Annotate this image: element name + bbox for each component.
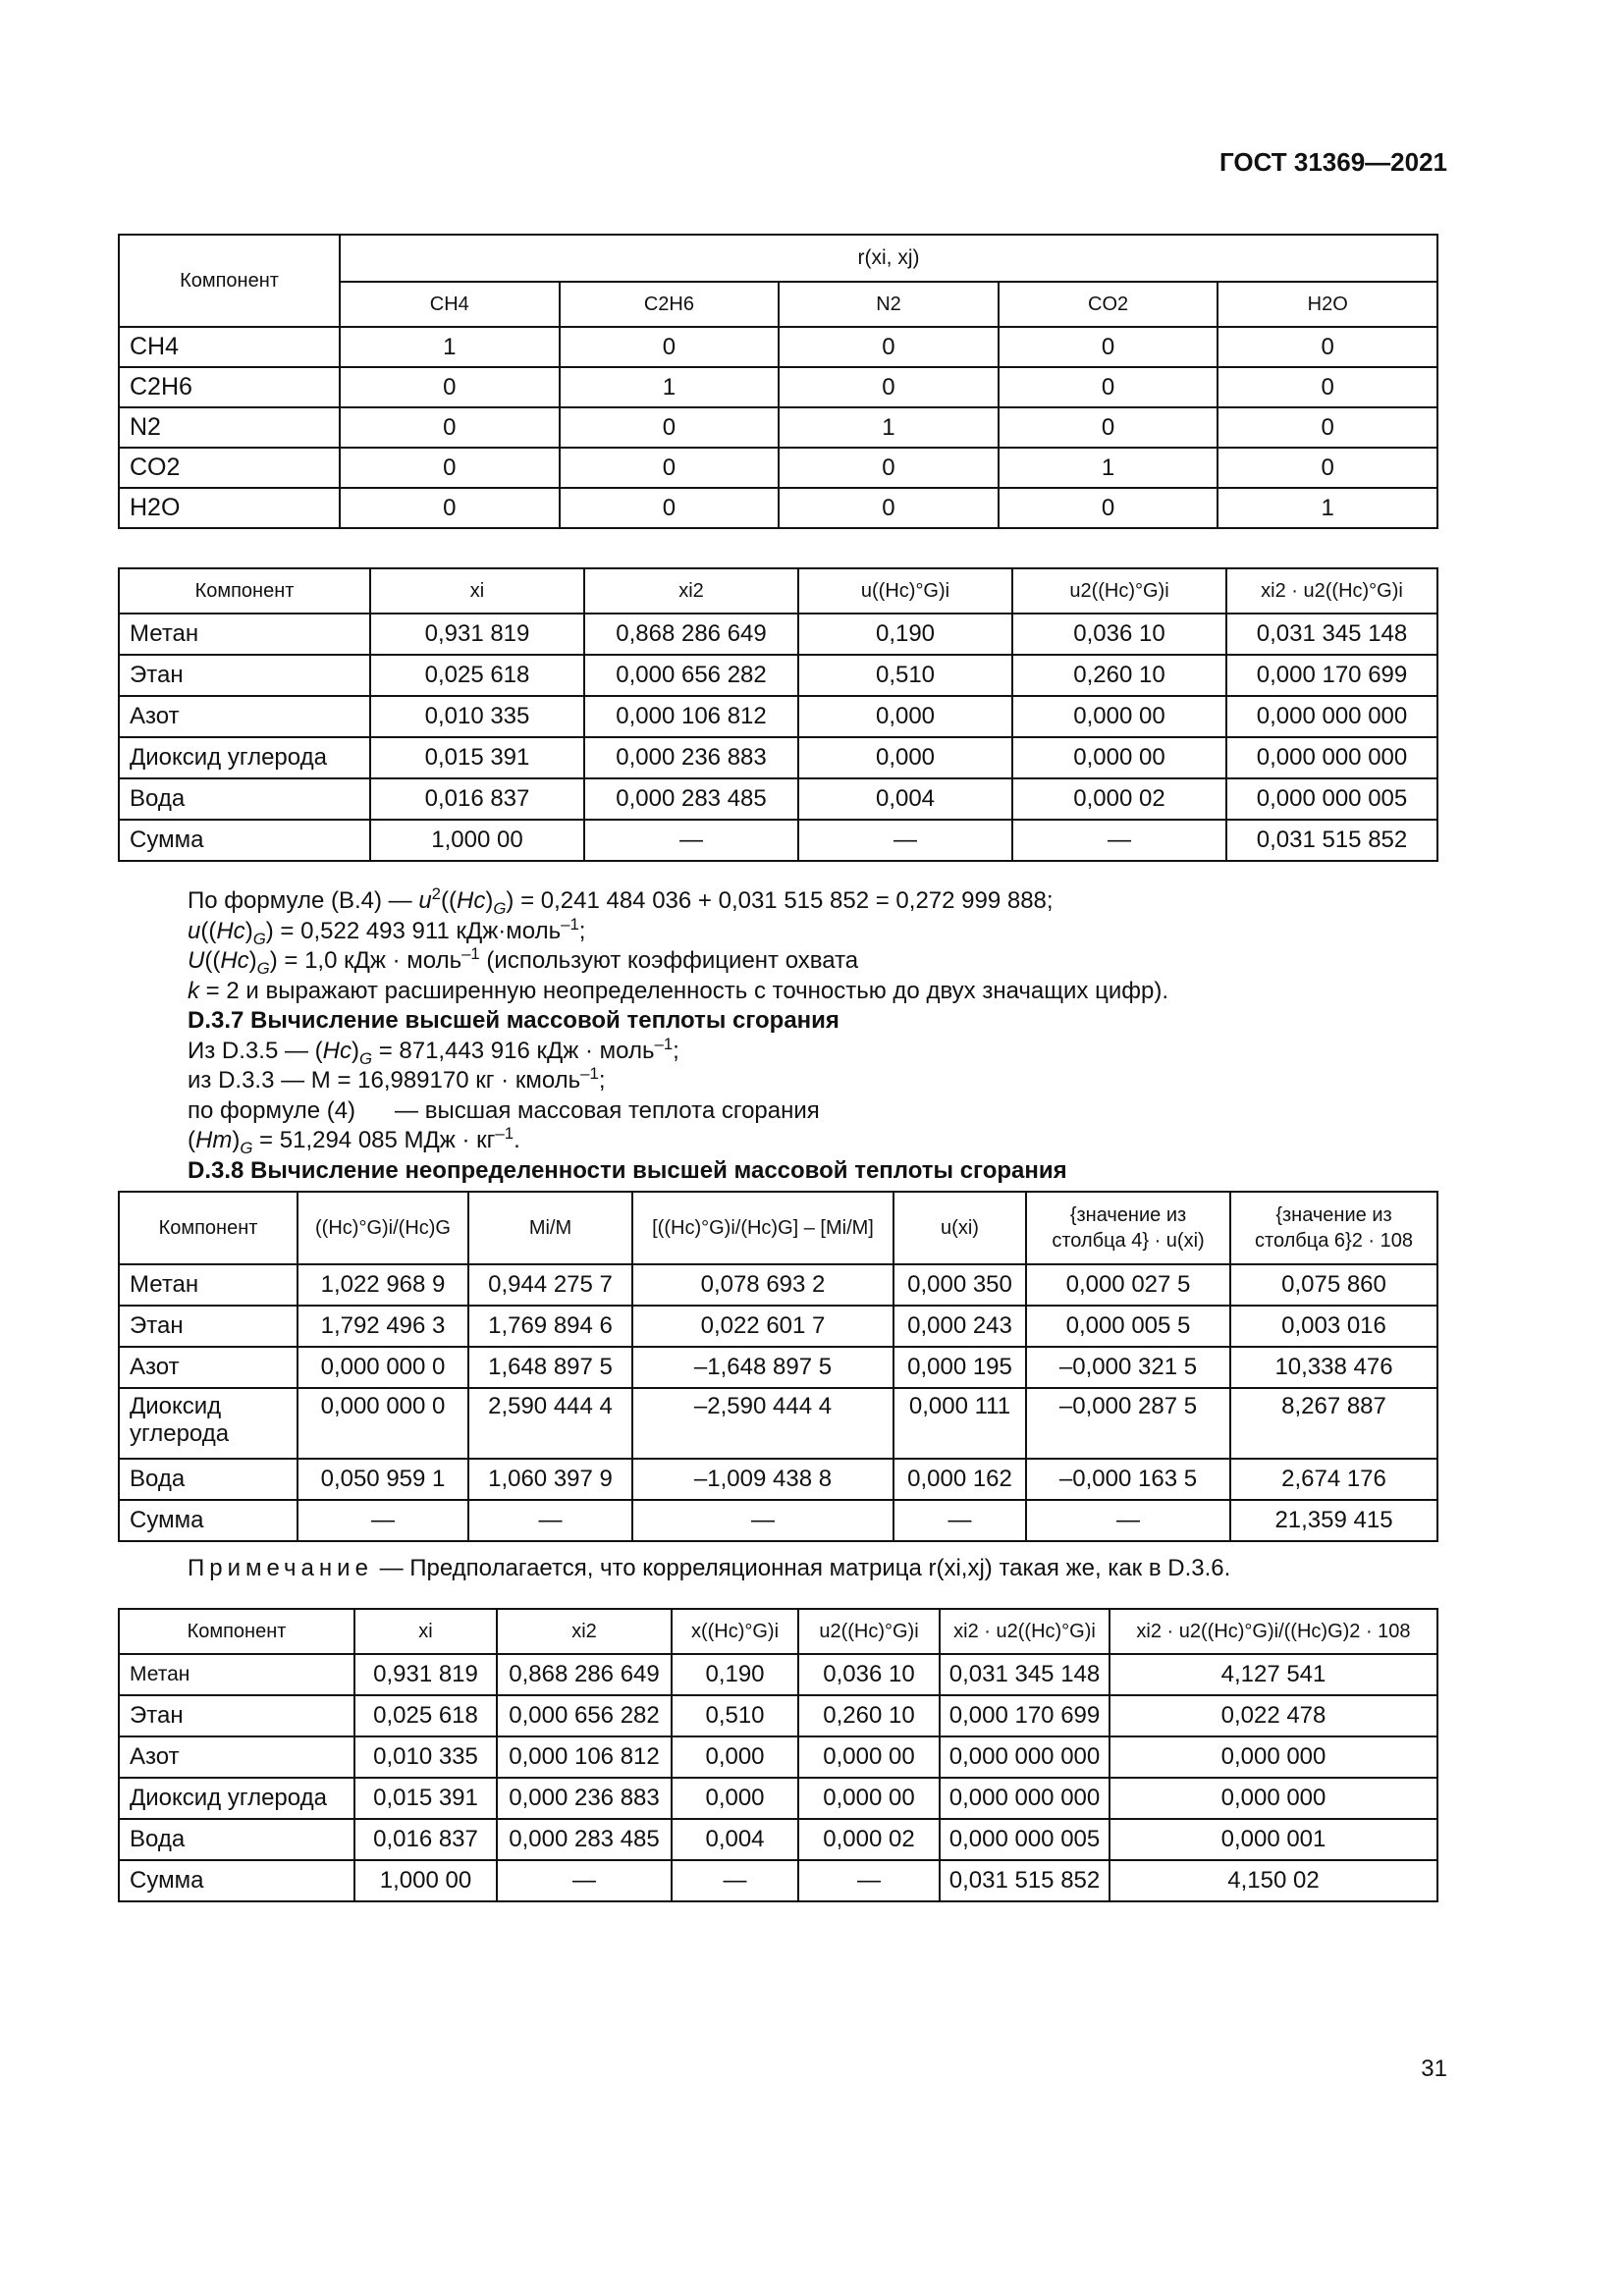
- row-label: Диоксид углерода: [119, 1388, 298, 1459]
- table-cell: 0,000 000 0: [298, 1388, 468, 1459]
- table-cell: 1,648 897 5: [468, 1347, 632, 1388]
- formula-line: $(Hm)_G = 51,294$ 085 МДж · $кг^{-1}$.: [188, 1124, 520, 1157]
- table-cell: –0,000 163 5: [1026, 1459, 1230, 1500]
- text-fragment: из D.3.3 — М = 16,989170 кг · кмоль: [188, 1067, 581, 1094]
- table-row: [119, 820, 1437, 861]
- table-row: [119, 367, 1437, 407]
- text-fragment: –1: [561, 914, 579, 934]
- table-cell: 0,078 693 2: [632, 1264, 893, 1306]
- table-cell: 0,000 236 883: [584, 737, 798, 778]
- table-cell: 0,000: [798, 737, 1012, 778]
- table-cell: 0,015 391: [370, 737, 584, 778]
- table-cell: 0,031 515 852: [1226, 820, 1437, 861]
- table-cell: 0: [999, 367, 1218, 407]
- table-cell: —: [798, 820, 1012, 861]
- table-cell: 1,022 968 9: [298, 1264, 468, 1306]
- text-fragment: = 871,443 916 кДж · моль: [372, 1037, 655, 1064]
- text-fragment: = 1,0 кДж · моль: [277, 947, 462, 974]
- column-header-ch4: CH4: [340, 282, 560, 327]
- table-cell: 0,000 000 005: [940, 1819, 1110, 1860]
- table-cell: 0: [560, 448, 780, 488]
- table-cell: 0,190: [798, 614, 1012, 655]
- table-cell: 0,000 162: [893, 1459, 1026, 1500]
- table-cell: 0,022 478: [1110, 1695, 1437, 1736]
- table-cell: 0: [560, 407, 780, 448]
- table-cell: 0,036 10: [798, 1654, 940, 1695]
- table-cell: 0,050 959 1: [298, 1459, 468, 1500]
- table-cell: 21,359 415: [1230, 1500, 1437, 1541]
- table-cell: 2,590 444 4: [468, 1388, 632, 1459]
- row-label: Азот: [119, 1347, 298, 1388]
- column-header: u2((Hc)°G)i: [798, 1609, 940, 1654]
- formula-line: [188, 1096, 1444, 1127]
- table-cell: 0,000 000 000: [940, 1778, 1110, 1819]
- table-header-row: [119, 568, 1437, 614]
- table-cell: 0,000 000 0: [298, 1347, 468, 1388]
- table-cell: 0,000 000: [1110, 1778, 1437, 1819]
- table-cell: 0: [340, 488, 560, 528]
- table-cell: 0,000 00: [1012, 696, 1226, 737]
- text-fragment: = 0,241 484 036 + 0,031 515 852 = 0,272 999 888;: [514, 887, 1054, 914]
- column-header-co2: CO2: [999, 282, 1218, 327]
- table-cell: 0,190: [672, 1654, 798, 1695]
- table-cell: 4,150 02: [1110, 1860, 1437, 1901]
- text-fragment: — высшая массовая теплота сгорания: [395, 1096, 820, 1124]
- table-cell: 0,931 819: [354, 1654, 497, 1695]
- table-cell: –0,000 321 5: [1026, 1347, 1230, 1388]
- column-header: {значение из столбца 4} · u(xi): [1026, 1192, 1230, 1264]
- table-row: [119, 1860, 1437, 1901]
- table-cell: 0: [560, 327, 780, 367]
- table-header-row: [119, 1192, 1437, 1264]
- table-cell: 0,031 515 852: [940, 1860, 1110, 1901]
- formula-line: $U((Hc)_G) = 1,0$ кДж · моль$^{-1}$ (используют коэффициент охвата: [188, 944, 859, 978]
- note-line: [188, 1555, 1230, 1582]
- table-cell: 0,000 656 282: [497, 1695, 672, 1736]
- table-cell: 0,000 195: [893, 1347, 1026, 1388]
- table-cell: 0,000 283 485: [497, 1819, 672, 1860]
- table-header-row: [119, 1609, 1437, 1654]
- column-header: u(xi): [893, 1192, 1026, 1264]
- row-label: Вода: [119, 778, 370, 820]
- section-heading-d37: D.3.7 Вычисление высшей массовой теплоты сгорания: [188, 1007, 839, 1034]
- table-row: [119, 327, 1437, 367]
- note-label: Примечание: [188, 1555, 373, 1581]
- table-row: [119, 1306, 1437, 1347]
- table-cell: 0,016 837: [370, 778, 584, 820]
- row-label: Метан: [119, 1654, 354, 1695]
- table-cell: —: [632, 1500, 893, 1541]
- column-header: u((Hc)°G)i: [798, 568, 1012, 614]
- table-cell: 0,015 391: [354, 1778, 497, 1819]
- row-label: Вода: [119, 1819, 354, 1860]
- table-row: [119, 614, 1437, 655]
- table-cell: 0,003 016: [1230, 1306, 1437, 1347]
- table-cell: 0,931 819: [370, 614, 584, 655]
- column-header: Компонент: [119, 1192, 298, 1264]
- table-cell: 0,868 286 649: [584, 614, 798, 655]
- text-fragment: = 0,522 493 911 кДж·моль: [273, 917, 562, 944]
- table-cell: 0,000 000 000: [1226, 696, 1437, 737]
- table-row: [119, 778, 1437, 820]
- calculation-text: [188, 886, 1444, 1186]
- table-cell: –0,000 287 5: [1026, 1388, 1230, 1459]
- table-cell: —: [672, 1860, 798, 1901]
- table-cell: 0,010 335: [370, 696, 584, 737]
- table-cell: 0: [999, 488, 1218, 528]
- table-cell: 0,000 00: [798, 1736, 940, 1778]
- row-label: Сумма: [119, 1860, 354, 1901]
- table-row: [119, 488, 1437, 528]
- table-cell: 0,010 335: [354, 1736, 497, 1778]
- table-cell: 0,000 350: [893, 1264, 1026, 1306]
- row-label: Азот: [119, 1736, 354, 1778]
- column-header-c2h6: C2H6: [560, 282, 780, 327]
- table-cell: 2,674 176: [1230, 1459, 1437, 1500]
- table-cell: 0,000 000: [1110, 1736, 1437, 1778]
- column-header: xi: [354, 1609, 497, 1654]
- table-cell: 0,000 000 005: [1226, 778, 1437, 820]
- document-standard-header: ГОСТ 31369—2021: [1219, 147, 1447, 177]
- table-cell: 0: [999, 407, 1218, 448]
- table-cell: 0,000 000 000: [940, 1736, 1110, 1778]
- column-header-correlation: [340, 235, 1437, 282]
- table-cell: 0,000 005 5: [1026, 1306, 1230, 1347]
- table-row: [119, 1778, 1437, 1819]
- row-label: CH4: [119, 327, 340, 367]
- table-cell: —: [468, 1500, 632, 1541]
- table-row: [119, 448, 1437, 488]
- table-row: [119, 737, 1437, 778]
- column-header: Компонент: [119, 1609, 354, 1654]
- table-cell: 0,944 275 7: [468, 1264, 632, 1306]
- table-row: [119, 1388, 1437, 1459]
- formula-line: $u((Hc)_G) = 0,522$ 493 911 кДж·моль$^{-1}$;: [188, 914, 586, 948]
- table-body: [119, 1654, 1437, 1901]
- table-cell: 0,868 286 649: [497, 1654, 672, 1695]
- table-cell: 0: [1218, 367, 1437, 407]
- table-cell: 0,016 837: [354, 1819, 497, 1860]
- row-label: Диоксид углерода: [119, 737, 370, 778]
- column-header-h2o: H2O: [1218, 282, 1437, 327]
- table-cell: 0,000: [672, 1778, 798, 1819]
- table-cell: 0,004: [672, 1819, 798, 1860]
- column-header: xi2 · u2((Hc)°G)i: [940, 1609, 1110, 1654]
- table-cell: —: [1012, 820, 1226, 861]
- table-cell: 0,025 618: [370, 655, 584, 696]
- mass-heat-uncertainty-table: [118, 1191, 1438, 1542]
- table-cell: 0,031 345 148: [1226, 614, 1437, 655]
- table-cell: 0,000 02: [1012, 778, 1226, 820]
- table-cell: 1,769 894 6: [468, 1306, 632, 1347]
- column-header: ((Hc)°G)i/(Hc)G: [298, 1192, 468, 1264]
- row-label: C2H6: [119, 367, 340, 407]
- table-cell: 0: [1218, 448, 1437, 488]
- table-cell: 0,000 00: [1012, 737, 1226, 778]
- table-cell: —: [1026, 1500, 1230, 1541]
- row-label: Этан: [119, 1306, 298, 1347]
- text-fragment: по формуле (4): [188, 1096, 356, 1124]
- table-cell: 0: [779, 448, 999, 488]
- table-cell: 0,000 243: [893, 1306, 1026, 1347]
- table-cell: —: [497, 1860, 672, 1901]
- table-cell: –2,590 444 4: [632, 1388, 893, 1459]
- table-cell: 0,000 027 5: [1026, 1264, 1230, 1306]
- table-cell: 1: [779, 407, 999, 448]
- table-cell: 0: [560, 488, 780, 528]
- text-fragment: По формуле (В.4) —: [188, 887, 419, 914]
- row-label: Метан: [119, 614, 370, 655]
- column-header: u2((Hc)°G)i: [1012, 568, 1226, 614]
- column-header: xi2 · u2((Hc)°G)i: [1226, 568, 1437, 614]
- table-cell: 0: [779, 367, 999, 407]
- table-cell: 8,267 887: [1230, 1388, 1437, 1459]
- table-cell: 0,000 656 282: [584, 655, 798, 696]
- table-cell: 0,510: [798, 655, 1012, 696]
- table-cell: 10,338 476: [1230, 1347, 1437, 1388]
- table-cell: 1,792 496 3: [298, 1306, 468, 1347]
- text-fragment: Из D.3.5 —: [188, 1037, 315, 1064]
- text-fragment: (используют коэффициент охвата: [479, 947, 859, 974]
- text-fragment: –1: [461, 944, 480, 963]
- table-cell: 1: [560, 367, 780, 407]
- column-header: [((Hc)°G)i/(Hc)G] – [Mi/M]: [632, 1192, 893, 1264]
- table-cell: —: [298, 1500, 468, 1541]
- table-cell: 1: [340, 327, 560, 367]
- table-row: [119, 1695, 1437, 1736]
- table-row: [119, 1819, 1437, 1860]
- row-label: Этан: [119, 1695, 354, 1736]
- table-cell: —: [893, 1500, 1026, 1541]
- table-cell: 0,000 170 699: [940, 1695, 1110, 1736]
- table-cell: 0,025 618: [354, 1695, 497, 1736]
- uncertainty-table: [118, 567, 1438, 862]
- table-cell: 0: [340, 407, 560, 448]
- formula-line: По формуле (В.4) — $u^2((Hc)_G) = 0,241$ 484 036 + 0,031 515 852 = 0,272 999 888;: [188, 884, 1054, 918]
- correlation-header-text: r(xi, xj): [857, 246, 920, 269]
- table-cell: –1,648 897 5: [632, 1347, 893, 1388]
- table-cell: 1,000 00: [370, 820, 584, 861]
- table-cell: 1: [1218, 488, 1437, 528]
- table-cell: 0,075 860: [1230, 1264, 1437, 1306]
- table-row: [119, 1500, 1437, 1541]
- table-cell: 0,000 001: [1110, 1819, 1437, 1860]
- table-row: [119, 1347, 1437, 1388]
- column-header: x((Hc)°G)i: [672, 1609, 798, 1654]
- row-label: Метан: [119, 1264, 298, 1306]
- table-cell: 4,127 541: [1110, 1654, 1437, 1695]
- text-fragment: = 51,294 085 МДж · кг: [252, 1127, 496, 1153]
- column-header: Компонент: [119, 568, 370, 614]
- table-cell: 1: [999, 448, 1218, 488]
- row-label: Сумма: [119, 1500, 298, 1541]
- formula-line: k = 2 и выражают расширенную неопределенность с точностью до двух значащих цифр).: [188, 977, 1168, 1004]
- table-row: [119, 696, 1437, 737]
- table-cell: 0,004: [798, 778, 1012, 820]
- formula-line: Из D.3.5 — $(Hc)_G = 871,443$ 916 кДж · моль$^{-1}$;: [188, 1034, 679, 1068]
- row-label: CO2: [119, 448, 340, 488]
- note-text: — Предполагается, что корреляционная матрица r(xi,xj) такая же, как в D.3.6.: [372, 1555, 1231, 1581]
- table-row: [119, 407, 1437, 448]
- table-cell: 0: [999, 327, 1218, 367]
- table-row: [119, 655, 1437, 696]
- table-cell: 0: [779, 327, 999, 367]
- table-cell: 0,000: [798, 696, 1012, 737]
- table-cell: 0,000 283 485: [584, 778, 798, 820]
- formula-line: из D.3.3 — М = 16,989170 кг · кмоль$^{-1}$;: [188, 1064, 606, 1094]
- column-header: xi: [370, 568, 584, 614]
- column-header: xi2: [497, 1609, 672, 1654]
- table-body: [119, 614, 1437, 861]
- row-label: Азот: [119, 696, 370, 737]
- column-header-n2: N2: [779, 282, 999, 327]
- table-cell: 0,000 170 699: [1226, 655, 1437, 696]
- table-cell: –1,009 438 8: [632, 1459, 893, 1500]
- table-cell: 1,060 397 9: [468, 1459, 632, 1500]
- table-cell: 0: [779, 488, 999, 528]
- relative-uncertainty-table: [118, 1608, 1438, 1902]
- column-header: {значение из столбца 6}2 · 108: [1230, 1192, 1437, 1264]
- table-cell: 0,000 00: [798, 1778, 940, 1819]
- text-fragment: = 2 и выражают расширенную неопределенность с точностью до двух значащих цифр).: [199, 977, 1168, 1004]
- table-cell: 0,022 601 7: [632, 1306, 893, 1347]
- page-number: 31: [1421, 2056, 1447, 2082]
- table-cell: 0,000 236 883: [497, 1778, 672, 1819]
- table-cell: 1,000 00: [354, 1860, 497, 1901]
- table-cell: 0,000 000 000: [1226, 737, 1437, 778]
- column-header: xi2 · u2((Hc)°G)i/((Hc)G)2 · 108: [1110, 1609, 1437, 1654]
- table-row: [119, 1736, 1437, 1778]
- table-row: [119, 1459, 1437, 1500]
- table-cell: 0: [1218, 327, 1437, 367]
- table-cell: 0,260 10: [1012, 655, 1226, 696]
- table-cell: 0: [340, 367, 560, 407]
- table-row: [119, 1264, 1437, 1306]
- table-header-row: [119, 235, 1437, 282]
- row-label: H2O: [119, 488, 340, 528]
- table-cell: —: [584, 820, 798, 861]
- section-heading-d38: D.3.8 Вычисление неопределенности высшей массовой теплоты сгорания: [188, 1156, 1067, 1184]
- table-cell: 0,000 106 812: [497, 1736, 672, 1778]
- table-cell: 0,000 111: [893, 1388, 1026, 1459]
- table-body: [119, 1264, 1437, 1541]
- row-label: Этан: [119, 655, 370, 696]
- table-cell: 0,000: [672, 1736, 798, 1778]
- row-label: Вода: [119, 1459, 298, 1500]
- table-row: [119, 1654, 1437, 1695]
- table-cell: 0,000 106 812: [584, 696, 798, 737]
- table-cell: —: [798, 1860, 940, 1901]
- table-cell: 0: [1218, 407, 1437, 448]
- column-header-component: Компонент: [119, 235, 340, 327]
- column-header: xi2: [584, 568, 798, 614]
- row-label: Диоксид углерода: [119, 1778, 354, 1819]
- column-header: Mi/M: [468, 1192, 632, 1264]
- table-cell: 0,510: [672, 1695, 798, 1736]
- row-label: N2: [119, 407, 340, 448]
- correlation-matrix-table: [118, 234, 1438, 529]
- table-cell: 0,031 345 148: [940, 1654, 1110, 1695]
- table-cell: 0,036 10: [1012, 614, 1226, 655]
- table-cell: 0,260 10: [798, 1695, 940, 1736]
- table-cell: 0,000 02: [798, 1819, 940, 1860]
- row-label: Сумма: [119, 820, 370, 861]
- table-cell: 0: [340, 448, 560, 488]
